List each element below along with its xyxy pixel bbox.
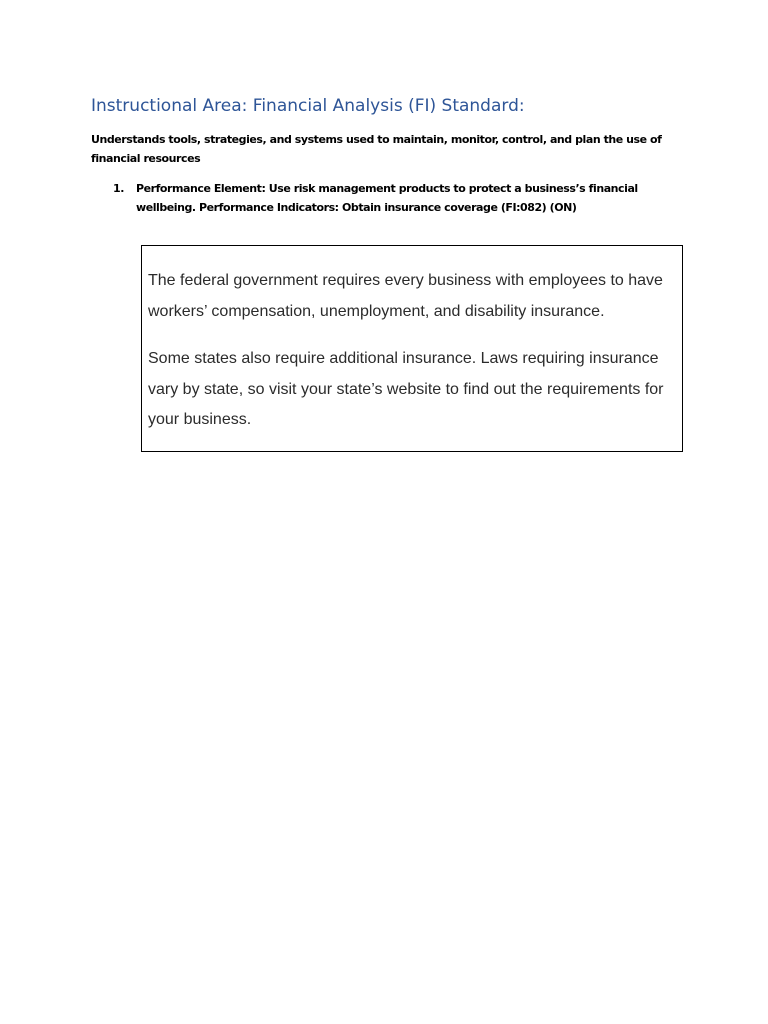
list-item [91,179,661,217]
box-paragraph-states: Some states also require additional insurance. Laws requiring insurance vary by state, so visit your state’s website to find out the requirements for your business. [148,350,664,428]
insurance-info-box [141,245,683,452]
box-paragraph-federal: The federal government requires every business with employees to have workers’ compensation, unemployment, and disability insurance. [148,272,663,320]
list-item-text: Performance Element: Use risk management products to protect a business’s financial wellbeing. Performance Indicators: Obtain insurance coverage (FI:082) (ON) [136,182,638,214]
performance-element-list [91,179,661,217]
instructional-area-heading: Instructional Area: Financial Analysis (FI) Standard: [91,96,525,116]
standard-statement: Understands tools, strategies, and systems used to maintain, monitor, control, and plan the use of financial resources [91,133,662,165]
list-item-number: 1. [113,182,124,195]
